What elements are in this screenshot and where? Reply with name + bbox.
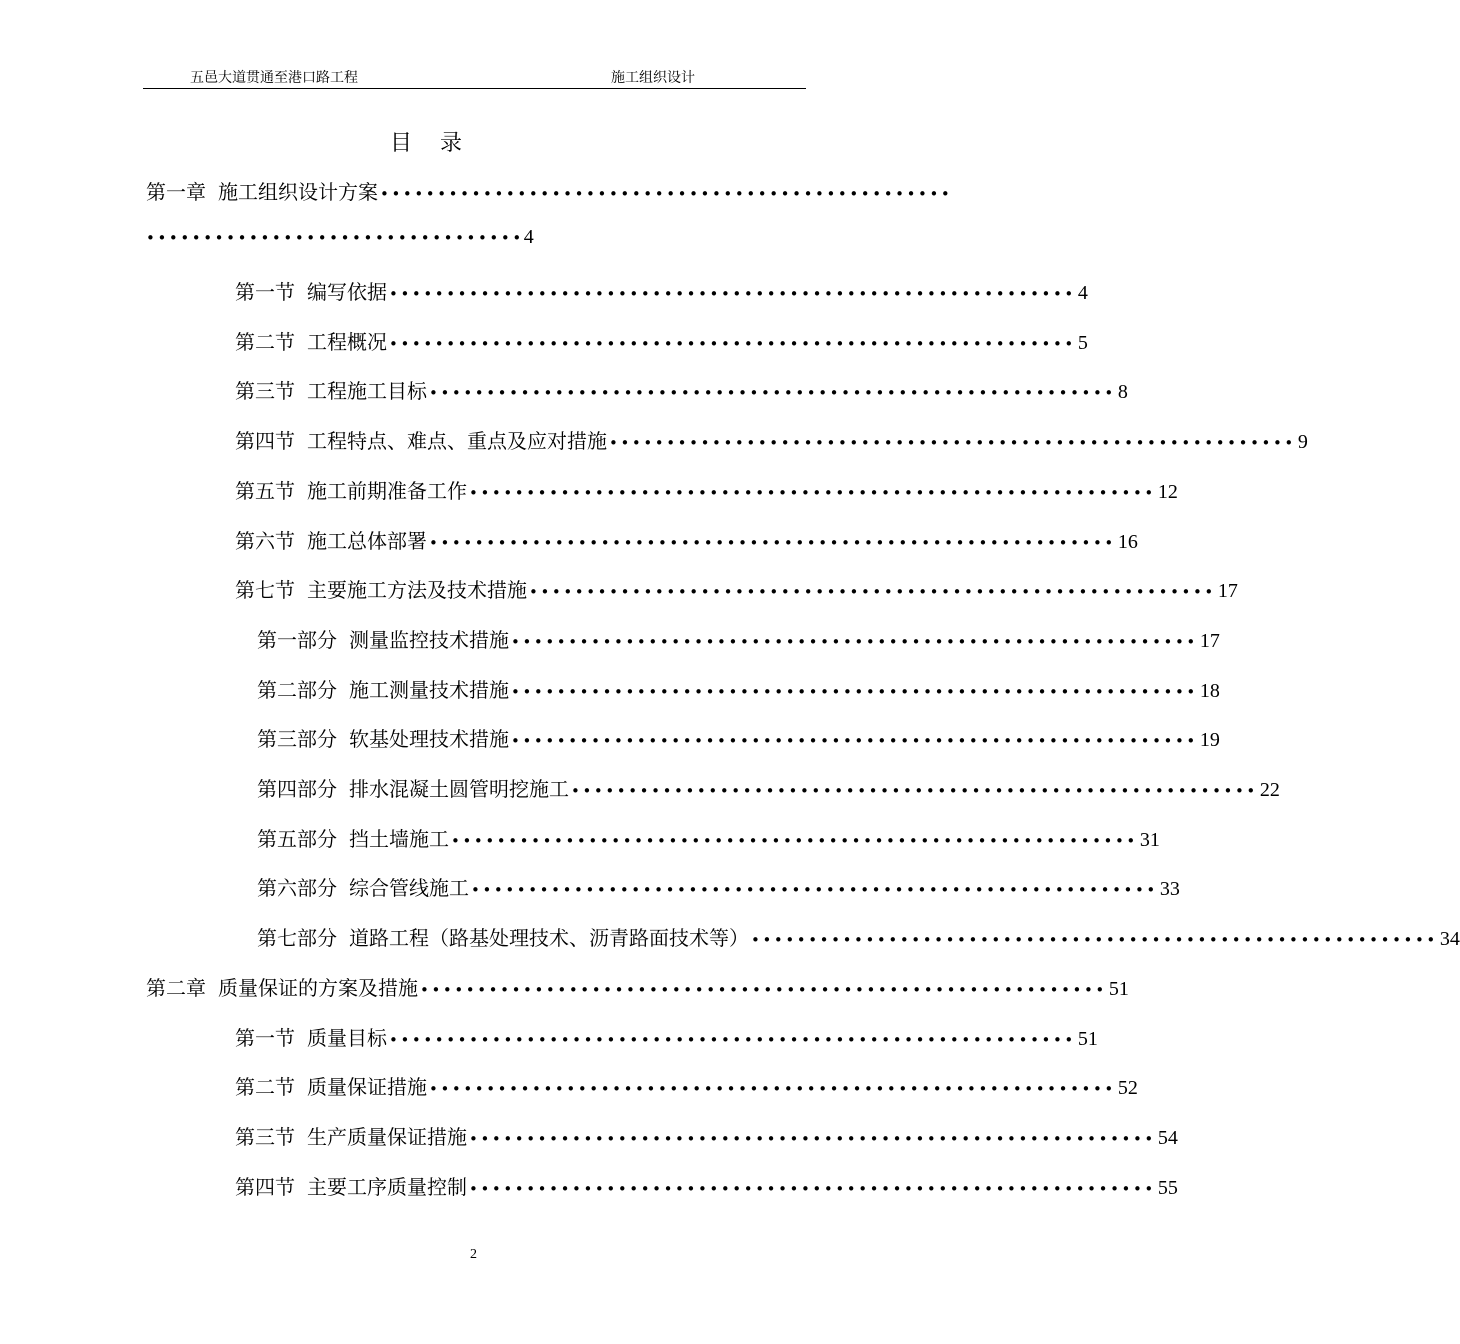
toc-entry-page: 55 — [1157, 1177, 1178, 1199]
toc-entry-number: 第一章 — [146, 180, 206, 204]
toc-leader-dots: •••••••••••••••••••••••••••••••••••••••••••••••••••••••••••• — [529, 583, 1216, 601]
toc-entry-page: 18 — [1199, 680, 1220, 702]
toc-entry[interactable] — [235, 574, 1238, 604]
toc-leader-dots: •••••••••••••••••••••••••••••••••••••••••••••••••••••••••••• — [451, 832, 1138, 850]
toc-entry-title: 施工测量技术措施 — [349, 678, 509, 702]
toc-entry-page: 22 — [1259, 779, 1280, 801]
toc-entry-title: 测量监控技术措施 — [349, 628, 509, 652]
toc-entry-number: 第五节 — [235, 479, 295, 503]
toc-leader-dots: •••••••••••••••••••••••••••••••••••••••••••••••••••••••••••• — [429, 1080, 1116, 1098]
toc-entry-page: 5 — [1077, 332, 1088, 354]
toc-entry-title: 质量目标 — [307, 1026, 387, 1050]
toc-entry-title: 施工组织设计方案 — [218, 180, 378, 204]
toc-entry-number: 第七部分 — [257, 926, 337, 950]
toc-entry-title: 生产质量保证措施 — [307, 1125, 467, 1149]
toc-title-char-2: 录 — [440, 131, 469, 156]
toc-entry-title: 施工前期准备工作 — [307, 479, 467, 503]
toc-entry[interactable] — [235, 1071, 1138, 1101]
toc-entry-number: 第六节 — [235, 529, 295, 553]
toc-entry-number: 第五部分 — [257, 827, 337, 851]
toc-entry[interactable] — [257, 823, 1160, 853]
toc-title-char-1: 目 — [390, 131, 419, 156]
toc-entry[interactable] — [235, 425, 1308, 455]
toc-entry[interactable] — [257, 922, 1460, 952]
toc-entry-page: 17 — [1217, 580, 1238, 602]
toc-entry[interactable] — [257, 674, 1220, 704]
toc-entry-page: 33 — [1159, 878, 1180, 900]
toc-leader-dots: •••••••••••••••••••••••••••••••••••••••••••••••••• — [380, 185, 953, 203]
header-document-type: 施工组织设计 — [611, 70, 695, 86]
toc-entry-title: 编写依据 — [307, 280, 387, 304]
toc-entry-number: 第一节 — [235, 280, 295, 304]
toc-entry-page: 9 — [1297, 431, 1308, 453]
toc-entry-title: 质量保证的方案及措施 — [218, 976, 418, 1000]
toc-leader-dots: •••••••••••••••••••••••••••••••••••••••••••••••••••••••••••• — [389, 335, 1076, 353]
toc-entry-number: 第三部分 — [257, 727, 337, 751]
toc-leader-dots: •••••••••••••••••••••••••••••••••••••••••••••••••••••••••••• — [389, 1031, 1076, 1049]
toc-entry-page: 4 — [523, 226, 534, 248]
toc-entry-number: 第七节 — [235, 578, 295, 602]
toc-leader-dots: •••••••••••••••••••••••••••••••••••••••••••••••••••••••••••• — [389, 285, 1076, 303]
header-project-name: 五邑大道贯通至港口路工程 — [190, 70, 358, 86]
toc-entry[interactable] — [257, 624, 1220, 654]
toc-entry[interactable] — [235, 276, 1088, 306]
toc-entry-number: 第一节 — [235, 1026, 295, 1050]
toc-entry[interactable] — [235, 1022, 1098, 1052]
toc-entry-page: 17 — [1199, 630, 1220, 652]
toc-entry[interactable] — [146, 972, 1129, 1002]
toc-entry-title: 综合管线施工 — [349, 876, 469, 900]
toc-entry-page: 4 — [1077, 282, 1088, 304]
toc-entry-number: 第六部分 — [257, 876, 337, 900]
toc-entry-title: 工程施工目标 — [307, 379, 427, 403]
toc-entry-title: 主要工序质量控制 — [307, 1175, 467, 1199]
page-number: 2 — [470, 1247, 477, 1262]
toc-leader-dots: •••••••••••••••••••••••••••••••••••••••••••••••••••••••••••• — [511, 683, 1198, 701]
toc-leader-dots: •••••••••••••••••••••••••••••••••••••••••••••••••••••••••••• — [420, 981, 1107, 999]
toc-entry[interactable] — [235, 525, 1138, 555]
toc-entry-title: 施工总体部署 — [307, 529, 427, 553]
toc-entry-page: 31 — [1139, 829, 1160, 851]
toc-entry[interactable] — [257, 872, 1180, 902]
toc-leader-dots: •••••••••••••••••••••••••••••••••••••••••••••••••••••••••••• — [751, 931, 1438, 949]
toc-entry-number: 第二节 — [235, 330, 295, 354]
toc-entry-page: 19 — [1199, 729, 1220, 751]
toc-entry-number: 第二节 — [235, 1075, 295, 1099]
toc-entry-page: 54 — [1157, 1127, 1178, 1149]
toc-entry-page: 16 — [1117, 531, 1138, 553]
toc-entry-title: 工程特点、难点、重点及应对措施 — [307, 429, 607, 453]
toc-entry-number: 第一部分 — [257, 628, 337, 652]
toc-entry-title: 软基处理技术措施 — [349, 727, 509, 751]
toc-entry[interactable] — [235, 375, 1128, 405]
toc-entry[interactable] — [235, 1171, 1178, 1201]
toc-entry-page: 52 — [1117, 1077, 1138, 1099]
toc-entry[interactable] — [235, 475, 1178, 505]
toc-entry-title: 质量保证措施 — [307, 1075, 427, 1099]
toc-entry-title: 挡土墙施工 — [349, 827, 449, 851]
toc-entry-title: 工程概况 — [307, 330, 387, 354]
toc-entry-number: 第二部分 — [257, 678, 337, 702]
toc-leader-dots: •••••••••••••••••••••••••••••••••••••••••••••••••••••••••••• — [429, 534, 1116, 552]
toc-leader-dots: •••••••••••••••••••••••••••••••••••••••••••••••••••••••••••• — [511, 732, 1198, 750]
toc-leader-dots: ••••••••••••••••••••••••••••••••• — [146, 229, 524, 247]
toc-leader-dots: •••••••••••••••••••••••••••••••••••••••••••••••••••••••••••• — [469, 1130, 1156, 1148]
toc-entry-title: 排水混凝土圆管明挖施工 — [349, 777, 569, 801]
toc-entry-page: 51 — [1108, 978, 1129, 1000]
toc-entry-number: 第三节 — [235, 379, 295, 403]
toc-leader-dots: •••••••••••••••••••••••••••••••••••••••••••••••••••••••••••• — [571, 782, 1258, 800]
toc-entry-page: 34 — [1439, 928, 1460, 950]
toc-leader-dots: •••••••••••••••••••••••••••••••••••••••••••••••••••••••••••• — [609, 434, 1296, 452]
toc-entry-number: 第四节 — [235, 1175, 295, 1199]
toc-entry-number: 第四部分 — [257, 777, 337, 801]
toc-entry-title: 主要施工方法及技术措施 — [307, 578, 527, 602]
toc-entry-page: 12 — [1157, 481, 1178, 503]
toc-entry[interactable] — [257, 773, 1280, 803]
toc-leader-dots: •••••••••••••••••••••••••••••••••••••••••••••••••••••••••••• — [469, 1180, 1156, 1198]
toc-entry-chapter-1[interactable] — [146, 176, 953, 206]
toc-entry-chapter-1-continued[interactable] — [146, 226, 534, 256]
toc-leader-dots: •••••••••••••••••••••••••••••••••••••••••••••••••••••••••••• — [471, 881, 1158, 899]
toc-entry-title: 道路工程（路基处理技术、沥青路面技术等） — [349, 926, 749, 950]
toc-leader-dots: •••••••••••••••••••••••••••••••••••••••••••••••••••••••••••• — [429, 384, 1116, 402]
toc-entry-number: 第二章 — [146, 976, 206, 1000]
toc-entry[interactable] — [235, 326, 1088, 356]
toc-entry-number: 第三节 — [235, 1125, 295, 1149]
toc-entry-page: 8 — [1117, 381, 1128, 403]
toc-entry-number: 第四节 — [235, 429, 295, 453]
toc-leader-dots: •••••••••••••••••••••••••••••••••••••••••••••••••••••••••••• — [511, 633, 1198, 651]
toc-leader-dots: •••••••••••••••••••••••••••••••••••••••••••••••••••••••••••• — [469, 484, 1156, 502]
toc-entry[interactable] — [235, 1121, 1178, 1151]
toc-entry-page: 51 — [1077, 1028, 1098, 1050]
toc-entry[interactable] — [257, 723, 1220, 753]
